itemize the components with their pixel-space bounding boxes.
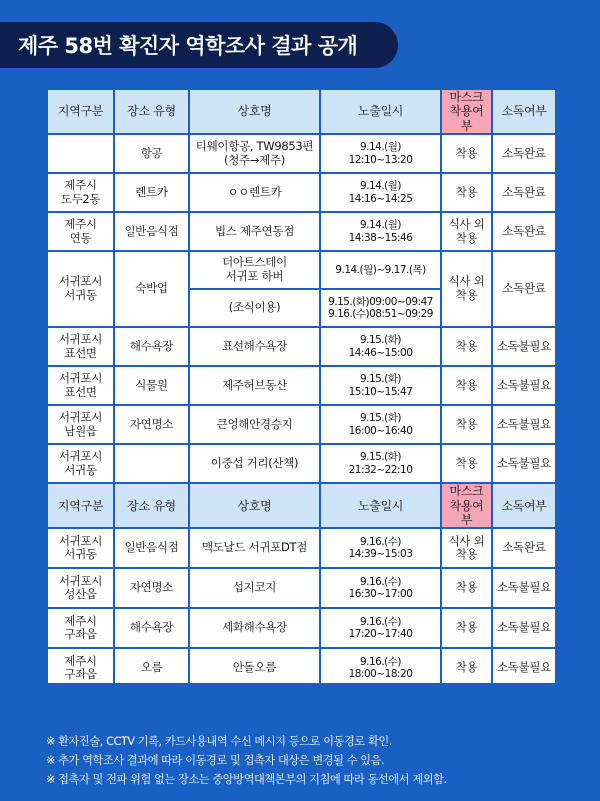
cell-place-type: 렌트카 xyxy=(114,173,189,212)
cell-place-type: 식물원 xyxy=(114,366,189,405)
cell-disinfection: 소독완료 xyxy=(492,134,556,173)
cell-region: 서귀포시 성산읍 xyxy=(47,568,114,608)
cell-place-type: 자연명소 xyxy=(114,568,189,608)
cell-mask: 착용 xyxy=(441,568,492,608)
cell-exposure-time: 9.14.(월) 12:10~13:20 xyxy=(320,134,441,173)
note-item: ※ 접촉자 및 전파 위험 없는 장소는 중앙방역대책본부의 지침에 따라 동선에서 제외함. xyxy=(46,773,447,786)
cell-exposure-time: 9.16.(수) 16:30~17:00 xyxy=(320,568,441,608)
cell-exposure-time: 9.15.(화) 21:32~22:10 xyxy=(320,444,441,483)
cell-exposure-time: 9.16.(수) 18:00~18:20 xyxy=(320,648,441,688)
table-row xyxy=(47,173,556,212)
cell-region: 서귀포시 서귀동 xyxy=(47,528,114,568)
header-disinfection: 소독여부 xyxy=(492,89,556,134)
header-mask: 마스크 착용여부 xyxy=(441,89,492,134)
header-region: 지역구분 xyxy=(47,483,114,528)
cell-disinfection: 소독불필요 xyxy=(492,366,556,405)
table-row xyxy=(47,444,556,483)
table-row xyxy=(47,327,556,366)
cell-place-type: 항공 xyxy=(114,134,189,173)
header-exposure-time: 노출일시 xyxy=(320,483,441,528)
page-title: 제주 58번 확진자 역학조사 결과 공개 xyxy=(18,34,358,58)
cell-place-type xyxy=(114,444,189,483)
cell-mask: 식사 외 착용 xyxy=(441,528,492,568)
header-place-type: 장소 유형 xyxy=(114,89,189,134)
header-business-name: 상호명 xyxy=(189,89,320,134)
cell-mask: 식사 외 착용 xyxy=(441,251,492,327)
cell-place-type: 숙박업 xyxy=(114,251,189,327)
table-row xyxy=(47,251,556,289)
cell-business-name: 빕스 제주연동점 xyxy=(189,212,320,251)
exposure-table xyxy=(46,88,557,689)
cell-exposure-time: 9.14.(월)~9.17.(목) xyxy=(320,251,441,289)
header-disinfection: 소독여부 xyxy=(492,483,556,528)
cell-disinfection: 소독불필요 xyxy=(492,405,556,444)
cell-place-type: 오름 xyxy=(114,648,189,688)
cell-place-type: 일반음식점 xyxy=(114,528,189,568)
cell-region: 서귀포시 서귀동 xyxy=(47,251,114,327)
cell-disinfection: 소독불필요 xyxy=(492,608,556,648)
cell-mask: 착용 xyxy=(441,405,492,444)
cell-region: 서귀포시 표선면 xyxy=(47,327,114,366)
table-row xyxy=(47,212,556,251)
table-row xyxy=(47,608,556,648)
cell-place-type: 해수욕장 xyxy=(114,608,189,648)
cell-disinfection: 소독완료 xyxy=(492,528,556,568)
cell-region: 제주시 구좌읍 xyxy=(47,608,114,648)
header-exposure-time: 노출일시 xyxy=(320,89,441,134)
cell-place-type: 해수욕장 xyxy=(114,327,189,366)
cell-mask: 착용 xyxy=(441,134,492,173)
cell-disinfection: 소독완료 xyxy=(492,212,556,251)
cell-exposure-time: 9.16.(수) 17:20~17:40 xyxy=(320,608,441,648)
cell-business-name: 이중섭 거리(산책) xyxy=(189,444,320,483)
cell-business-name: 큰엉해안경승지 xyxy=(189,405,320,444)
cell-mask: 착용 xyxy=(441,327,492,366)
cell-exposure-time: 9.16.(수) 14:39~15:03 xyxy=(320,528,441,568)
table-header-row xyxy=(47,89,556,134)
cell-business-name: 티웨이항공, TW9853편 (청주→제주) xyxy=(189,134,320,173)
cell-business-name: 제주허브동산 xyxy=(189,366,320,405)
cell-mask: 착용 xyxy=(441,608,492,648)
table-row xyxy=(47,405,556,444)
exposure-table-container xyxy=(46,88,555,683)
cell-mask: 착용 xyxy=(441,173,492,212)
cell-business-name: 더아트스테이 서귀포 하버 xyxy=(189,251,320,289)
header-business-name: 상호명 xyxy=(189,483,320,528)
cell-business-name: 표선해수욕장 xyxy=(189,327,320,366)
cell-exposure-time: 9.15.(화) 14:46~15:00 xyxy=(320,327,441,366)
header-place-type: 장소 유형 xyxy=(114,483,189,528)
cell-disinfection: 소독불필요 xyxy=(492,568,556,608)
cell-exposure-time: 9.15.(화)09:00~09:47 9.16.(수)08:51~09:29 xyxy=(320,289,441,327)
cell-business-name: 섭지코지 xyxy=(189,568,320,608)
cell-exposure-time: 9.14.(월) 14:16~14:25 xyxy=(320,173,441,212)
notes xyxy=(46,732,586,789)
cell-mask: 착용 xyxy=(441,366,492,405)
cell-exposure-time: 9.15.(화) 15:10~15:47 xyxy=(320,366,441,405)
cell-mask: 식사 외 착용 xyxy=(441,212,492,251)
cell-region: 서귀포시 서귀동 xyxy=(47,444,114,483)
table-row xyxy=(47,528,556,568)
cell-disinfection: 소독완료 xyxy=(492,173,556,212)
cell-business-name: 맥도날드 서귀포DT점 xyxy=(189,528,320,568)
cell-region xyxy=(47,134,114,173)
table-row xyxy=(47,134,556,173)
cell-business-name: (조식이용) xyxy=(189,289,320,327)
cell-mask: 착용 xyxy=(441,444,492,483)
note-item: ※ 추가 역학조사 결과에 따라 이동경로 및 접촉자 대상은 변경될 수 있음. xyxy=(46,754,385,767)
cell-exposure-time: 9.15.(화) 16:00~16:40 xyxy=(320,405,441,444)
cell-business-name: 세화해수욕장 xyxy=(189,608,320,648)
header-region: 지역구분 xyxy=(47,89,114,134)
cell-place-type: 일반음식점 xyxy=(114,212,189,251)
cell-disinfection: 소독불필요 xyxy=(492,327,556,366)
cell-exposure-time: 9.14.(월) 14:38~15:46 xyxy=(320,212,441,251)
note-item: ※ 환자진술, CCTV 기록, 카드사용내역 수신 메시지 등으로 이동경로 확인. xyxy=(46,735,392,748)
table-row xyxy=(47,648,556,688)
cell-disinfection: 소독불필요 xyxy=(492,444,556,483)
cell-region: 제주시 연동 xyxy=(47,212,114,251)
cell-region: 서귀포시 표선면 xyxy=(47,366,114,405)
table-header-row xyxy=(47,483,556,528)
cell-mask: 착용 xyxy=(441,648,492,688)
cell-region: 서귀포시 남원읍 xyxy=(47,405,114,444)
cell-disinfection: 소독불필요 xyxy=(492,648,556,688)
cell-region: 제주시 구좌읍 xyxy=(47,648,114,688)
cell-disinfection: 소독완료 xyxy=(492,251,556,327)
table-row xyxy=(47,568,556,608)
cell-business-name: ㅇㅇ렌트카 xyxy=(189,173,320,212)
title-banner xyxy=(0,22,398,68)
cell-place-type: 자연명소 xyxy=(114,405,189,444)
header-mask: 마스크 착용여부 xyxy=(441,483,492,528)
table-row xyxy=(47,366,556,405)
cell-business-name: 안돌오름 xyxy=(189,648,320,688)
cell-region: 제주시 도두2동 xyxy=(47,173,114,212)
